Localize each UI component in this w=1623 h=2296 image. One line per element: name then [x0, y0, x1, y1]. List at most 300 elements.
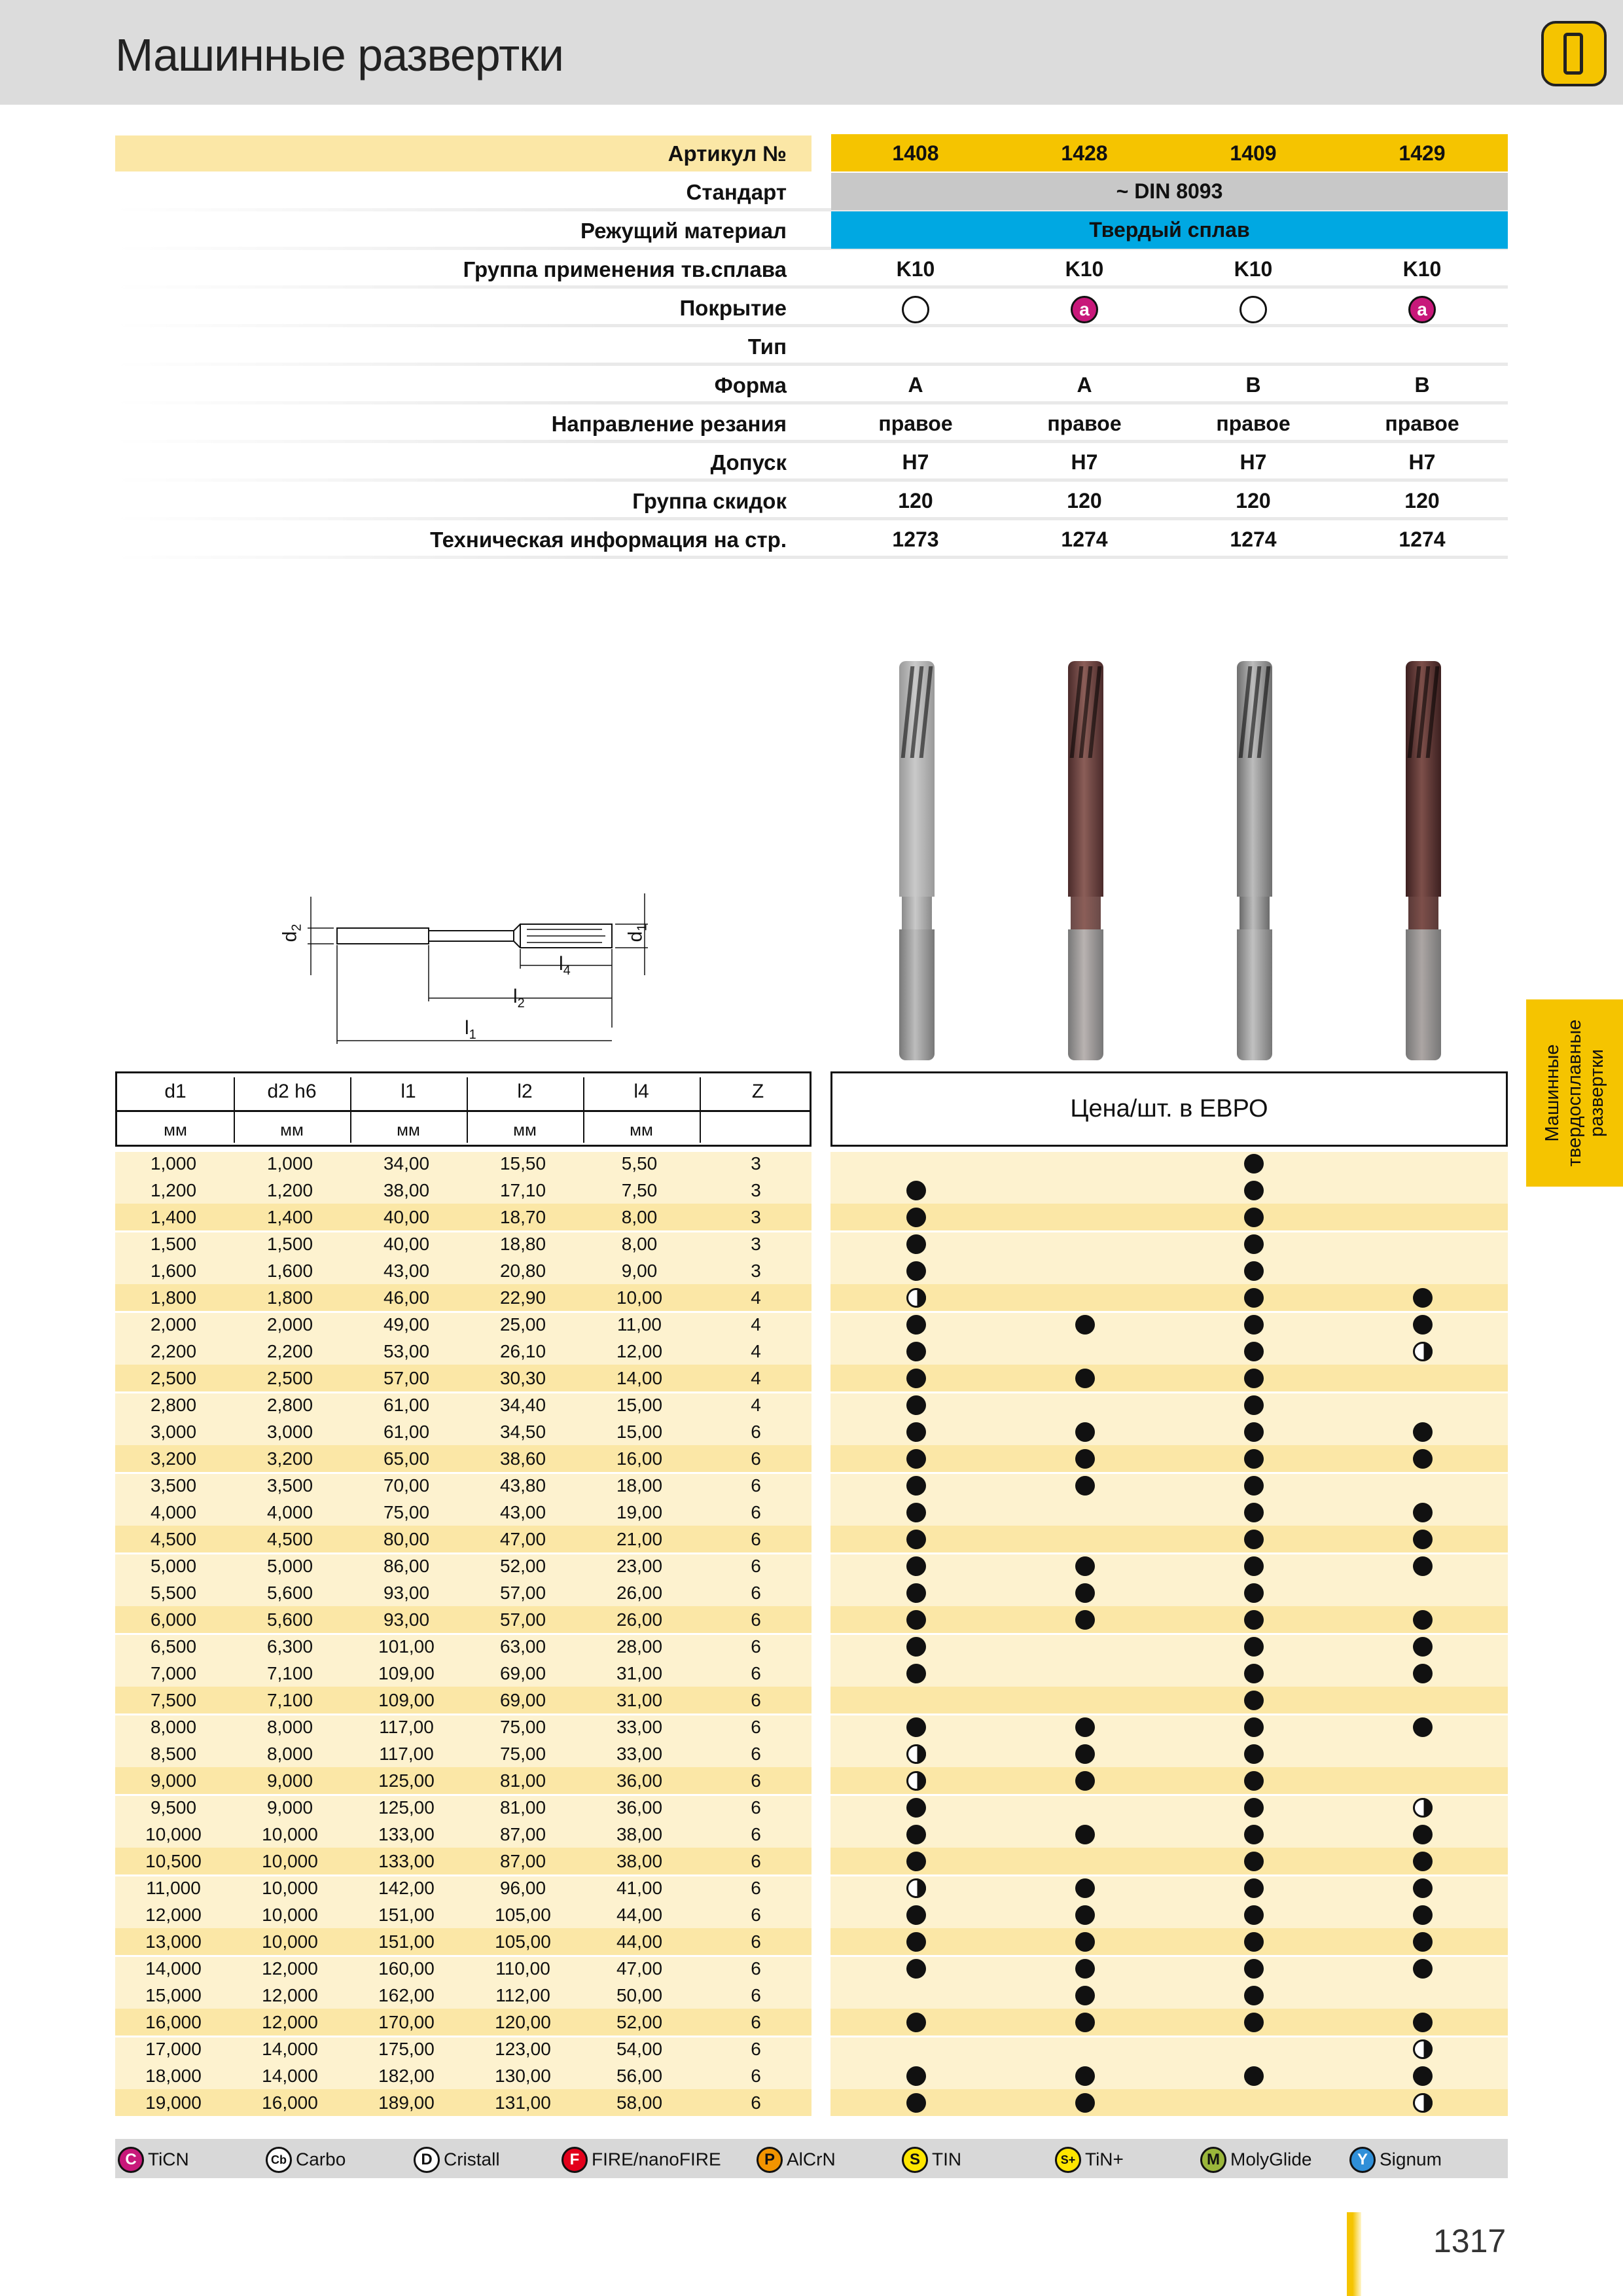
- legend-label: MolyGlide: [1230, 2149, 1312, 2170]
- row-bg-right: [830, 1445, 1508, 1472]
- spec-row: [115, 482, 1508, 520]
- row-bg-right: [830, 1848, 1508, 1874]
- in-stock-dot-icon[interactable]: [1244, 1717, 1264, 1737]
- in-stock-dot-icon[interactable]: [1244, 1503, 1264, 1522]
- in-stock-dot-icon[interactable]: [1413, 1637, 1433, 1657]
- on-order-dot-icon[interactable]: [906, 1878, 926, 1898]
- section-side-tab[interactable]: [1526, 999, 1623, 1187]
- column-title: l4: [633, 1081, 649, 1102]
- cell-l4: 11,00: [617, 1314, 662, 1335]
- in-stock-dot-icon[interactable]: [906, 1315, 926, 1335]
- in-stock-dot-icon[interactable]: [1244, 1932, 1264, 1952]
- spec-value[interactable]: 1428: [1061, 141, 1108, 165]
- reamer-photo-2: [1068, 661, 1103, 1060]
- cell-l4: 36,00: [616, 1797, 663, 1818]
- in-stock-dot-icon[interactable]: [906, 1852, 926, 1871]
- column-title: d1: [164, 1081, 187, 1102]
- in-stock-dot-icon[interactable]: [906, 1959, 926, 1979]
- in-stock-dot-icon[interactable]: [1244, 1691, 1264, 1710]
- in-stock-dot-icon[interactable]: [1244, 1315, 1264, 1335]
- in-stock-dot-icon[interactable]: [1244, 1208, 1264, 1227]
- cell-l1: 117,00: [379, 1717, 434, 1737]
- in-stock-dot-icon[interactable]: [906, 1234, 926, 1254]
- spec-row: [115, 250, 1508, 289]
- cell-l2: 75,00: [499, 1744, 546, 1764]
- in-stock-dot-icon[interactable]: [1244, 1369, 1264, 1388]
- cell-d2-h6: 14,000: [262, 2039, 318, 2059]
- in-stock-dot-icon[interactable]: [1413, 1610, 1433, 1630]
- column-divider: [700, 1077, 701, 1143]
- label-l4: $l_4$: [559, 953, 571, 978]
- table-row: [115, 1633, 1508, 1660]
- reamer-technical-drawing: [275, 877, 668, 1060]
- cell-d2-h6: 2,800: [266, 1395, 313, 1415]
- on-order-dot-icon[interactable]: [1413, 2039, 1433, 2059]
- cell-z: 6: [751, 2092, 761, 2113]
- in-stock-dot-icon[interactable]: [1075, 1610, 1095, 1630]
- in-stock-dot-icon[interactable]: [1075, 1315, 1095, 1335]
- reamer-neck: [1240, 897, 1270, 929]
- in-stock-dot-icon[interactable]: [1413, 1503, 1433, 1522]
- coating-carbo-icon: Cb: [266, 2147, 292, 2173]
- cell-l1: 40,00: [383, 1207, 430, 1227]
- legend-item: [902, 2145, 961, 2172]
- in-stock-dot-icon[interactable]: [906, 2066, 926, 2086]
- cell-l2: 130,00: [495, 2066, 551, 2086]
- in-stock-dot-icon[interactable]: [1244, 1288, 1264, 1308]
- in-stock-dot-icon[interactable]: [1244, 1422, 1264, 1442]
- legend-label: Cristall: [444, 2149, 500, 2170]
- in-stock-dot-icon[interactable]: [1075, 1905, 1095, 1925]
- spec-row: [115, 520, 1508, 559]
- in-stock-dot-icon[interactable]: [1244, 1744, 1264, 1764]
- cell-l4: 23,00: [616, 1556, 663, 1576]
- cell-d2-h6: 8,000: [266, 1744, 313, 1764]
- cell-l1: 175,00: [378, 2039, 435, 2059]
- spec-value: 120: [1067, 489, 1102, 512]
- spec-row: [115, 173, 1508, 211]
- cell-z: 6: [751, 2066, 761, 2086]
- column-divider: [467, 1077, 468, 1143]
- row-bg-right: [830, 1901, 1508, 1928]
- cell-l4: 33,00: [616, 1717, 663, 1737]
- in-stock-dot-icon[interactable]: [1244, 1234, 1264, 1254]
- cell-d1: 18,000: [145, 2066, 202, 2086]
- in-stock-dot-icon[interactable]: [906, 1181, 926, 1200]
- spec-row: [115, 134, 1508, 173]
- legend-item: [1200, 2145, 1311, 2172]
- in-stock-dot-icon[interactable]: [906, 1369, 926, 1388]
- row-bg-right: [830, 1794, 1508, 1821]
- legend-label: FIRE/nanoFIRE: [592, 2149, 721, 2170]
- cell-l2: 52,00: [499, 1556, 546, 1576]
- column-title: l1: [401, 1081, 416, 1102]
- in-stock-dot-icon[interactable]: [906, 1905, 926, 1925]
- cell-l2: 25,00: [499, 1314, 546, 1335]
- table-row: [115, 1660, 1508, 1687]
- cell-l1: 53,00: [383, 1341, 430, 1361]
- in-stock-dot-icon[interactable]: [1413, 1932, 1433, 1952]
- in-stock-dot-icon[interactable]: [906, 1449, 926, 1469]
- column-header-d2-h6: [234, 1073, 350, 1149]
- cell-l1: 61,00: [383, 1395, 430, 1415]
- cell-d1: 9,500: [150, 1797, 197, 1818]
- in-stock-dot-icon[interactable]: [1244, 1986, 1264, 2005]
- cell-l1: 93,00: [383, 1583, 430, 1603]
- cell-d2-h6: 10,000: [262, 1851, 318, 1871]
- in-stock-dot-icon[interactable]: [1413, 1905, 1433, 1925]
- in-stock-dot-icon[interactable]: [906, 1798, 926, 1818]
- in-stock-dot-icon[interactable]: [1075, 1449, 1095, 1469]
- cell-l1: 93,00: [383, 1609, 430, 1630]
- cell-l4: 54,00: [616, 2039, 663, 2059]
- in-stock-dot-icon[interactable]: [1413, 1288, 1433, 1308]
- in-stock-dot-icon[interactable]: [1075, 1556, 1095, 1576]
- cell-l2: 120,00: [495, 2012, 551, 2032]
- in-stock-dot-icon[interactable]: [1244, 2013, 1264, 2032]
- dimensions-table-body: [115, 1150, 1508, 2116]
- uncoated-circle-icon: [1240, 296, 1267, 323]
- in-stock-dot-icon[interactable]: [1075, 1583, 1095, 1603]
- cell-l4: 15,00: [616, 1395, 663, 1415]
- legend-label: Carbo: [296, 2149, 346, 2170]
- table-row: [115, 1848, 1508, 1874]
- in-stock-dot-icon[interactable]: [906, 1825, 926, 1844]
- spec-value: 120: [898, 489, 933, 512]
- cell-l1: 61,00: [383, 1422, 430, 1442]
- coating-alcrn-icon: P: [757, 2147, 783, 2173]
- in-stock-dot-icon[interactable]: [1075, 1422, 1095, 1442]
- in-stock-dot-icon[interactable]: [906, 2013, 926, 2032]
- cell-z: 3: [751, 1207, 761, 1227]
- in-stock-dot-icon[interactable]: [1413, 1717, 1433, 1737]
- on-order-dot-icon[interactable]: [906, 1288, 926, 1308]
- cell-d1: 19,000: [145, 2092, 202, 2113]
- reamer-shank: [1237, 929, 1272, 1060]
- cell-l4: 47,00: [616, 1958, 663, 1979]
- cell-d1: 17,000: [145, 2039, 202, 2059]
- on-order-dot-icon[interactable]: [1413, 1342, 1433, 1361]
- column-header-l4: [583, 1073, 700, 1149]
- spec-label: Артикул №: [668, 141, 787, 166]
- cell-l2: 110,00: [495, 1958, 550, 1979]
- cell-d2-h6: 14,000: [262, 2066, 318, 2086]
- cell-l1: 182,00: [378, 2066, 435, 2086]
- in-stock-dot-icon[interactable]: [1413, 1556, 1433, 1576]
- spec-value[interactable]: 1429: [1399, 141, 1446, 165]
- row-bg-right: [830, 1150, 1508, 1177]
- table-row: [115, 1606, 1508, 1633]
- table-row: [115, 2036, 1508, 2062]
- in-stock-dot-icon[interactable]: [1075, 1878, 1095, 1898]
- table-row: [115, 1311, 1508, 1338]
- coating-legend: [115, 2139, 1508, 2178]
- cell-d1: 15,000: [145, 1985, 202, 2005]
- on-order-dot-icon[interactable]: [1413, 2093, 1433, 2113]
- in-stock-dot-icon[interactable]: [1413, 1664, 1433, 1683]
- in-stock-dot-icon[interactable]: [1075, 1959, 1095, 1979]
- in-stock-dot-icon[interactable]: [1075, 2093, 1095, 2113]
- spec-value: A: [908, 373, 923, 397]
- coating-tin-icon: S: [902, 2147, 928, 2173]
- cell-l2: 131,00: [495, 2092, 551, 2113]
- in-stock-dot-icon[interactable]: [1244, 1637, 1264, 1657]
- in-stock-dot-icon[interactable]: [1244, 1610, 1264, 1630]
- cell-l2: 30,30: [499, 1368, 546, 1388]
- in-stock-dot-icon[interactable]: [1413, 1449, 1433, 1469]
- cell-l2: 81,00: [499, 1770, 546, 1791]
- spec-value[interactable]: 1409: [1230, 141, 1277, 165]
- in-stock-dot-icon[interactable]: [906, 1395, 926, 1415]
- cell-d1: 14,000: [145, 1958, 202, 1979]
- in-stock-dot-icon[interactable]: [1244, 1449, 1264, 1469]
- in-stock-dot-icon[interactable]: [1413, 2066, 1433, 2086]
- in-stock-dot-icon[interactable]: [1413, 2013, 1433, 2032]
- in-stock-dot-icon[interactable]: [1244, 1959, 1264, 1979]
- in-stock-dot-icon[interactable]: [906, 1610, 926, 1630]
- cell-l4: 41,00: [616, 1878, 663, 1898]
- in-stock-dot-icon[interactable]: [1244, 1154, 1264, 1174]
- cell-z: 4: [751, 1341, 761, 1361]
- in-stock-dot-icon[interactable]: [1413, 1530, 1433, 1549]
- cell-l2: 105,00: [495, 1931, 551, 1952]
- cell-d1: 6,500: [150, 1636, 197, 1657]
- table-row: [115, 1177, 1508, 1204]
- column-title: d2 h6: [267, 1081, 317, 1102]
- in-stock-dot-icon[interactable]: [1244, 1852, 1264, 1871]
- spec-row: [115, 289, 1508, 327]
- cell-d2-h6: 10,000: [262, 1931, 318, 1952]
- in-stock-dot-icon[interactable]: [1075, 1986, 1095, 2005]
- row-bg-right: [830, 1579, 1508, 1606]
- in-stock-dot-icon[interactable]: [906, 1503, 926, 1522]
- in-stock-dot-icon[interactable]: [1075, 1932, 1095, 1952]
- in-stock-dot-icon[interactable]: [906, 1664, 926, 1683]
- cell-l4: 15,00: [616, 1422, 663, 1442]
- in-stock-dot-icon[interactable]: [906, 1208, 926, 1227]
- spec-row: [115, 404, 1508, 443]
- spec-value[interactable]: 1408: [892, 141, 939, 165]
- cell-l1: 160,00: [378, 1958, 435, 1979]
- cell-l1: 46,00: [383, 1287, 430, 1308]
- table-row: [115, 1579, 1508, 1606]
- cell-d2-h6: 9,000: [266, 1770, 313, 1791]
- cell-l4: 33,00: [616, 1744, 663, 1764]
- in-stock-dot-icon[interactable]: [1075, 1825, 1095, 1844]
- cell-l4: 10,00: [616, 1287, 663, 1308]
- cell-d2-h6: 1,400: [266, 1207, 313, 1227]
- cell-d2-h6: 4,500: [266, 1529, 313, 1549]
- coating-cristall-icon: D: [414, 2147, 440, 2173]
- table-row: [115, 1955, 1508, 1982]
- in-stock-dot-icon[interactable]: [1075, 1369, 1095, 1388]
- in-stock-dot-icon[interactable]: [1244, 1181, 1264, 1200]
- in-stock-dot-icon[interactable]: [1244, 1825, 1264, 1844]
- cell-z: 6: [751, 1609, 761, 1630]
- on-order-dot-icon[interactable]: [1413, 1798, 1433, 1818]
- row-bg-right: [830, 1821, 1508, 1848]
- in-stock-dot-icon[interactable]: [906, 1476, 926, 1496]
- in-stock-dot-icon[interactable]: [1075, 1771, 1095, 1791]
- in-stock-dot-icon[interactable]: [1413, 1852, 1433, 1871]
- cell-l1: 109,00: [378, 1663, 435, 1683]
- price-header: Цена/шт. в ЕВРО: [830, 1071, 1508, 1147]
- coating-molyglide-icon: M: [1200, 2147, 1226, 2173]
- reamer-shank: [1406, 929, 1441, 1060]
- cell-l1: 75,00: [383, 1502, 430, 1522]
- cell-l2: 96,00: [499, 1878, 546, 1898]
- in-stock-dot-icon[interactable]: [1075, 2066, 1095, 2086]
- table-row: [115, 1365, 1508, 1391]
- cell-l2: 57,00: [499, 1583, 546, 1603]
- in-stock-dot-icon[interactable]: [1075, 1476, 1095, 1496]
- cell-d2-h6: 1,000: [266, 1153, 313, 1174]
- spec-label: Форма: [714, 373, 787, 397]
- cell-l1: 162,00: [378, 1985, 435, 2005]
- in-stock-dot-icon[interactable]: [1244, 1556, 1264, 1576]
- in-stock-dot-icon[interactable]: [1244, 1530, 1264, 1549]
- row-bg-right: [830, 1230, 1508, 1257]
- in-stock-dot-icon[interactable]: [1075, 1717, 1095, 1737]
- reamer-cutting-part: [1406, 661, 1441, 897]
- row-bg-right: [830, 1874, 1508, 1901]
- in-stock-dot-icon[interactable]: [1075, 2013, 1095, 2032]
- cell-z: 6: [751, 1556, 761, 1576]
- cell-l2: 81,00: [499, 1797, 546, 1818]
- spec-value: B: [1414, 373, 1430, 397]
- spec-value: 120: [1236, 489, 1271, 512]
- spec-label: Стандарт: [686, 180, 787, 204]
- cell-d2-h6: 12,000: [262, 1985, 318, 2005]
- cell-l1: 57,00: [383, 1368, 430, 1388]
- in-stock-dot-icon[interactable]: [1244, 1664, 1264, 1683]
- cell-l4: 31,00: [616, 1690, 663, 1710]
- spec-value: [1338, 289, 1507, 327]
- in-stock-dot-icon[interactable]: [906, 1422, 926, 1442]
- in-stock-dot-icon[interactable]: [1244, 1261, 1264, 1281]
- in-stock-dot-icon[interactable]: [1244, 1905, 1264, 1925]
- row-bg-right: [830, 1338, 1508, 1365]
- reamer-photo-4: [1406, 661, 1441, 1060]
- legend-label: TiCN: [148, 2149, 189, 2170]
- cell-l1: 38,00: [383, 1180, 430, 1200]
- table-row: [115, 1257, 1508, 1284]
- legend-item: [1055, 2145, 1124, 2172]
- row-bg-right: [830, 1982, 1508, 2009]
- in-stock-dot-icon[interactable]: [906, 1583, 926, 1603]
- cell-l4: 7,50: [621, 1180, 658, 1200]
- in-stock-dot-icon[interactable]: [1244, 1583, 1264, 1603]
- cell-l2: 87,00: [499, 1824, 546, 1844]
- in-stock-dot-icon[interactable]: [906, 1530, 926, 1549]
- column-unit: мм: [513, 1120, 537, 1139]
- cell-d2-h6: 1,500: [266, 1234, 313, 1254]
- cell-l2: 18,80: [499, 1234, 546, 1254]
- in-stock-dot-icon[interactable]: [906, 1637, 926, 1657]
- cell-l1: 49,00: [383, 1314, 430, 1335]
- cell-l2: 43,80: [499, 1475, 546, 1496]
- in-stock-dot-icon[interactable]: [1244, 1798, 1264, 1818]
- cell-l4: 52,00: [616, 2012, 663, 2032]
- column-divider: [234, 1077, 235, 1143]
- cell-l2: 18,70: [499, 1207, 546, 1227]
- cell-d2-h6: 1,600: [266, 1261, 313, 1281]
- in-stock-dot-icon[interactable]: [1413, 1825, 1433, 1844]
- in-stock-dot-icon[interactable]: [906, 1342, 926, 1361]
- row-bg-right: [830, 1767, 1508, 1794]
- cell-d1: 5,000: [150, 1556, 197, 1576]
- in-stock-dot-icon[interactable]: [1413, 1878, 1433, 1898]
- reamer-neck: [1408, 897, 1438, 929]
- cell-l4: 31,00: [616, 1663, 663, 1683]
- in-stock-dot-icon[interactable]: [1244, 1771, 1264, 1791]
- cell-z: 6: [751, 1985, 761, 2005]
- in-stock-dot-icon[interactable]: [1075, 1744, 1095, 1764]
- in-stock-dot-icon[interactable]: [906, 1932, 926, 1952]
- row-bg-right: [830, 2009, 1508, 2036]
- spec-value: K10: [896, 257, 935, 281]
- label-l1: $l_1$: [465, 1017, 476, 1042]
- cell-z: 4: [751, 1368, 761, 1388]
- row-bg-right: [830, 2089, 1508, 2116]
- on-order-dot-icon[interactable]: [906, 1744, 926, 1764]
- legend-item: [414, 2145, 500, 2172]
- in-stock-dot-icon[interactable]: [1413, 1422, 1433, 1442]
- on-order-dot-icon[interactable]: [906, 1771, 926, 1791]
- cell-l4: 44,00: [616, 1931, 663, 1952]
- column-unit: мм: [397, 1120, 420, 1139]
- legend-label: TiN+: [1085, 2149, 1124, 2170]
- cell-l2: 17,10: [499, 1180, 546, 1200]
- spec-label: Допуск: [710, 450, 787, 475]
- cell-l4: 8,00: [621, 1234, 658, 1254]
- in-stock-dot-icon[interactable]: [1244, 2066, 1264, 2086]
- reamer-photo-1: [899, 661, 935, 1060]
- in-stock-dot-icon[interactable]: [1244, 1342, 1264, 1361]
- cell-d2-h6: 4,000: [266, 1502, 313, 1522]
- in-stock-dot-icon[interactable]: [906, 1556, 926, 1576]
- row-bg-right: [830, 1740, 1508, 1767]
- reamer-neck: [1071, 897, 1101, 929]
- cell-d2-h6: 3,000: [266, 1422, 313, 1442]
- cell-l2: 26,10: [499, 1341, 546, 1361]
- spec-value: 1274: [1061, 528, 1108, 551]
- cell-z: 6: [751, 1475, 761, 1496]
- in-stock-dot-icon[interactable]: [906, 1261, 926, 1281]
- in-stock-dot-icon[interactable]: [1244, 1878, 1264, 1898]
- cell-d1: 2,500: [150, 1368, 197, 1388]
- in-stock-dot-icon[interactable]: [1244, 1476, 1264, 1496]
- in-stock-dot-icon[interactable]: [1413, 1959, 1433, 1979]
- row-bg-right: [830, 1955, 1508, 1982]
- in-stock-dot-icon[interactable]: [1244, 1395, 1264, 1415]
- cell-l4: 21,00: [616, 1529, 663, 1549]
- cell-l2: 75,00: [499, 1717, 546, 1737]
- cell-l1: 189,00: [378, 2092, 435, 2113]
- cell-l4: 9,00: [621, 1261, 658, 1281]
- cell-l1: 125,00: [378, 1797, 435, 1818]
- cell-d2-h6: 10,000: [262, 1878, 318, 1898]
- cell-d2-h6: 2,000: [266, 1314, 313, 1335]
- in-stock-dot-icon[interactable]: [906, 1717, 926, 1737]
- legend-item: [757, 2145, 836, 2172]
- spec-value: [1169, 289, 1338, 327]
- row-bg-right: [830, 1257, 1508, 1284]
- in-stock-dot-icon[interactable]: [1413, 1315, 1433, 1335]
- cell-d1: 1,200: [150, 1180, 197, 1200]
- in-stock-dot-icon[interactable]: [906, 2093, 926, 2113]
- cell-l2: 69,00: [499, 1690, 546, 1710]
